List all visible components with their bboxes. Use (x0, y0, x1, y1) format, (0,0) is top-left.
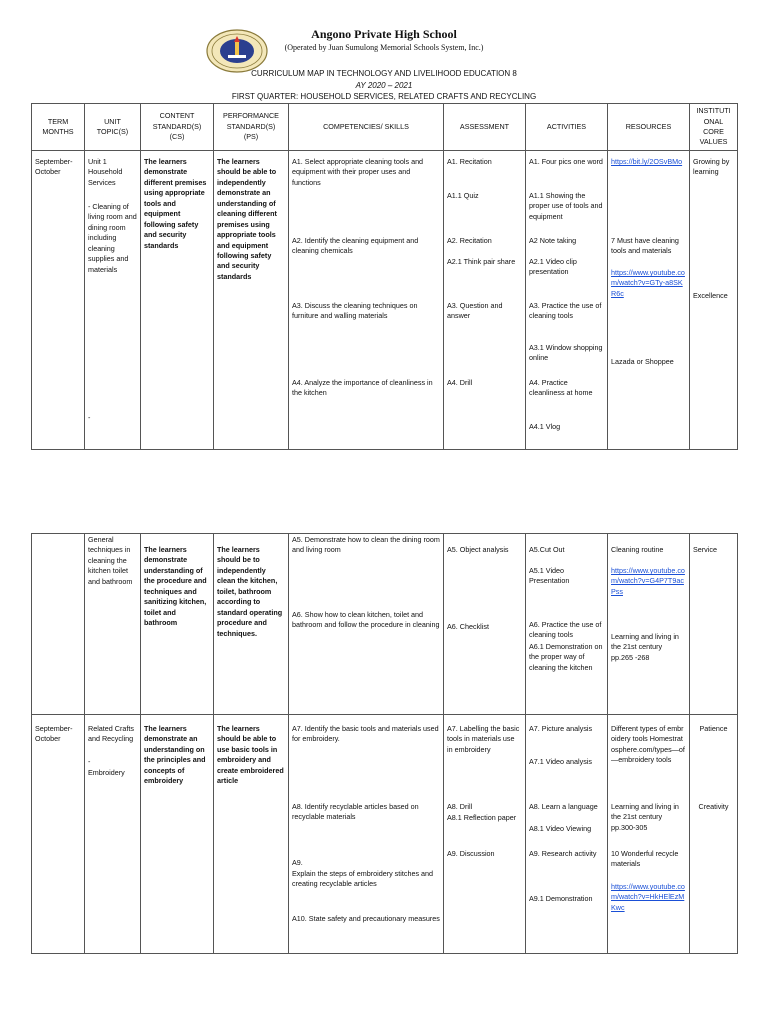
unit-subtopic: - Cleaning of living room and dining room including cleaning supplies and materials (88, 202, 137, 274)
competency-a4: A4. Analyze the importance of cleanliness in the kitchen (292, 378, 433, 398)
unit-dash: - (88, 757, 91, 766)
performance-standard: The learners should be to independently clean the kitchen, toilet, bathroom according to standard operating procedure and techniques. (217, 545, 283, 638)
activity-item: A9. Research activity (529, 849, 597, 858)
competency-a1: A1. Select appropriate cleaning tools and equipment with their proper uses and functions (292, 157, 424, 187)
table-row (32, 534, 738, 715)
resource-link[interactable]: https://www.youtube.com/watch?v=GTy-a8SKR6c (611, 268, 685, 298)
table-header-row (32, 104, 738, 151)
activity-item: A7. Picture analysis (529, 724, 593, 733)
col-term: TERM MONTHS (32, 104, 85, 151)
activity-item: A4.1 Vlog (529, 422, 561, 431)
activity-item: A5.Cut Out (529, 545, 565, 554)
content-standard: The learners demonstrate different premises using appropriate tools and equipment following safety and security standards (144, 157, 207, 250)
assessment-item: A8.1 Reflection paper (447, 813, 517, 822)
performance-standard: The learners should be able to use basic tools in embroidery and create embroidered article (217, 724, 284, 786)
activity-item: A2 Note taking (529, 236, 577, 245)
col-activities: ACTIVITIES (526, 104, 608, 151)
content-standard: The learners demonstrate an understanding on the principles and concepts of embroidery (144, 724, 206, 786)
unit-title: Related Crafts and Recycling (88, 724, 134, 744)
activity-item: A1. Four pics one word (529, 157, 603, 166)
activity-item: A8.1 Video Viewing (529, 824, 592, 833)
competency-a8: A8. Identify recyclable articles based on recyclable materials (292, 802, 419, 822)
resource-text: 10 Wonderful recycle materials (611, 849, 679, 869)
activity-item: A3.1 Window shopping online (529, 343, 603, 363)
assessment-item: A6. Checklist (447, 622, 489, 631)
assessment-item: A9. Discussion (447, 849, 495, 858)
assessment-item: A2. Recitation (447, 236, 492, 245)
core-value: Growing by learning (693, 157, 730, 177)
assessment-item: A5. Object analysis (447, 545, 509, 554)
assessment-item: A8. Drill (447, 802, 473, 811)
assessment-item: A4. Drill (447, 378, 473, 387)
activity-item: A9.1 Demonstration (529, 894, 593, 903)
content-standard: The learners demonstrate understanding of the procedure and techniques and sanitizing kitchen, toilet and bathroom (144, 545, 207, 628)
activity-item: A7.1 Video analysis (529, 757, 592, 766)
resource-text: Cleaning routine (611, 545, 664, 554)
activity-item: A6. Practice the use of cleaning tools (529, 620, 602, 640)
col-performance-standard: PERFORMANCE STANDARD(S) (PS) (214, 104, 289, 151)
assessment-item: A1.1 Quiz (447, 191, 479, 200)
table-row (32, 151, 738, 450)
activity-item: A8. Learn a language (529, 802, 598, 811)
unit-title: Unit 1 Household Services (88, 157, 123, 187)
col-core-values: INSTITUTI ONAL CORE VALUES (690, 104, 738, 151)
quarter-title: FIRST QUARTER: HOUSEHOLD SERVICES, RELATED CRAFTS AND RECYCLING (231, 92, 537, 101)
academic-year: AY 2020 – 2021 (355, 81, 413, 90)
activity-item: A4. Practice cleanliness at home (529, 378, 593, 398)
resource-link[interactable]: https://www.youtube.com/watch?v=HkHElEzMKwc (611, 882, 685, 912)
competency-a3: A3. Discuss the cleaning techniques on furniture and walling materials (292, 301, 418, 321)
competency-a9: A9. (292, 858, 303, 867)
competency-a7: A7. Identify the basic tools and materials used for embroidery. (292, 724, 439, 744)
activity-item: A2.1 Video clip presentation (529, 257, 577, 277)
core-value: Service (693, 545, 717, 554)
resource-text: 7 Must have cleaning tools and materials (611, 236, 679, 256)
competency-a6: A6. Show how to clean kitchen, toilet and bathroom and follow the procedure in cleaning (292, 610, 440, 630)
table-row (32, 715, 738, 954)
document-title: CURRICULUM MAP IN TECHNOLOGY AND LIVELIHOOD EDUCATION 8 (251, 69, 517, 78)
competency-a10: A10. State safety and precautionary measures (292, 914, 440, 923)
curriculum-table-2 (31, 533, 738, 954)
activity-item: A3. Practice the use of cleaning tools (529, 301, 602, 321)
core-value: Excellence (693, 291, 728, 300)
school-name: Angono Private High School (311, 27, 457, 41)
term-months: September-October (35, 724, 73, 744)
resource-link[interactable]: https://bit.ly/2OSvBMo (611, 157, 683, 166)
assessment-item: A3. Question and answer (447, 301, 503, 321)
activity-item: A6.1 Demonstration on the proper way of cleaning the kitchen (529, 642, 603, 672)
col-content-standard: CONTENT STANDARD(S) (CS) (141, 104, 214, 151)
resource-text: Learning and living in the 21st century pp.300-305 (611, 802, 679, 832)
document-header (0, 0, 768, 100)
col-competencies: COMPETENCIES/ SKILLS (289, 104, 444, 151)
core-value: Creativity (698, 802, 729, 811)
unit-dash: - (88, 413, 91, 422)
resource-text: Different types of embroidery tools Homestratosphere.com/types—of—embroidery tools (611, 724, 685, 765)
resource-text: Lazada or Shoppee (611, 357, 674, 366)
term-months: September-October (35, 157, 73, 177)
assessment-item: A2.1 Think pair share (447, 257, 516, 266)
col-assessment: ASSESSMENT (444, 104, 526, 151)
col-unit: UNIT TOPIC(S) (85, 104, 141, 151)
operator-note: (Operated by Juan Sumulong Memorial Schools System, Inc.) (284, 43, 484, 52)
activity-item: A1.1 Showing the proper use of tools and equipment (529, 191, 603, 221)
performance-standard: The learners should be able to independently demonstrate an understanding of cleaning different premises using appropriate tools and equipment following safety and security standards (217, 157, 277, 281)
col-resources: RESOURCES (608, 104, 690, 151)
competency-a9-detail: Explain the steps of embroidery stitches and creating recyclable articles (292, 869, 434, 889)
competency-a5: A5. Demonstrate how to clean the dining room and living room (292, 535, 440, 555)
assessment-item: A1. Recitation (447, 157, 492, 166)
unit-subtopic: Embroidery (88, 768, 125, 777)
assessment-item: A7. Labelling the basic tools in materials use in embroidery (447, 724, 520, 754)
resource-text: Learning and living in the 21st century pp.265 -268 (611, 632, 679, 662)
core-value: Patience (699, 724, 728, 733)
resource-link[interactable]: https://www.youtube.com/watch?v=G4P7T9acPss (611, 566, 685, 596)
curriculum-table-1 (31, 103, 738, 450)
activity-item: A5.1 Video Presentation (529, 566, 570, 586)
competency-a2: A2. Identify the cleaning equipment and cleaning chemicals (292, 236, 419, 256)
unit-title: General techniques in cleaning the kitchen toilet and bathroom (88, 535, 133, 586)
